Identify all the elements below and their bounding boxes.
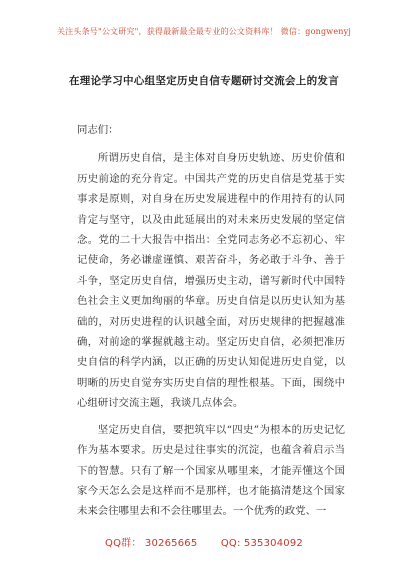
body-paragraph: 所谓历史自信，是主体对自身历史轨迹、历史价值和历史前途的充分肯定。中国共产党的历史自信是党基于实事求是原则，对自身在历史发展进程中的作用持有的认同肯定与坚守，以及由此延展出的对未来历史发展的坚定信念。党的二十大报告中指出：全党同志务必不忘初心、牢记使命，务必谦虚谨慎、艰苦奋斗，务必敢于斗争、善于斗争，坚定历史自信，增强历史主动，谱写新时代中国特色社会主义更加绚丽的华章。历史自信是以历史认知为基础的，对历史进程的认识越全面，对历史规律的把握越准确，对前途的掌握就越主动。坚定历史自信，必须把准历史自信的科学内涵，以正确的历史认知促进历史自觉，以明晰的历史自觉夯实历史自信的理性根基。下面，围绕中心组研讨交流主题，我谈几点体会。 (77, 152, 345, 410)
document-title: 在理论学习中心组坚定历史自信专题研讨交流会上的发言 (69, 75, 339, 87)
qq-contact-number: QQ: 535304092 (220, 538, 303, 549)
qq-group-number: QQ群： 30265665 (105, 538, 198, 549)
body-paragraph: 坚定历史自信，要把筑牢以“四史”为根本的历史记忆作为基本要求。历史是过往事实的沉淀，也蕴含着启示当下的智慧。只有了解一个国家从哪里来，才能弄懂这个国家今天怎么会是这样而不是那样，也才能搞清楚这个国家未来会往哪里去和不会往哪里去。一个优秀的政党、一 (77, 423, 345, 518)
document-body (77, 120, 345, 522)
top-banner: 关注头条号"公文研究"，获得最新最全最专业的公文资料库！ 微信：gongwenyj (56, 27, 352, 36)
salutation: 同志们： (77, 124, 119, 136)
footer-contact (0, 534, 408, 549)
